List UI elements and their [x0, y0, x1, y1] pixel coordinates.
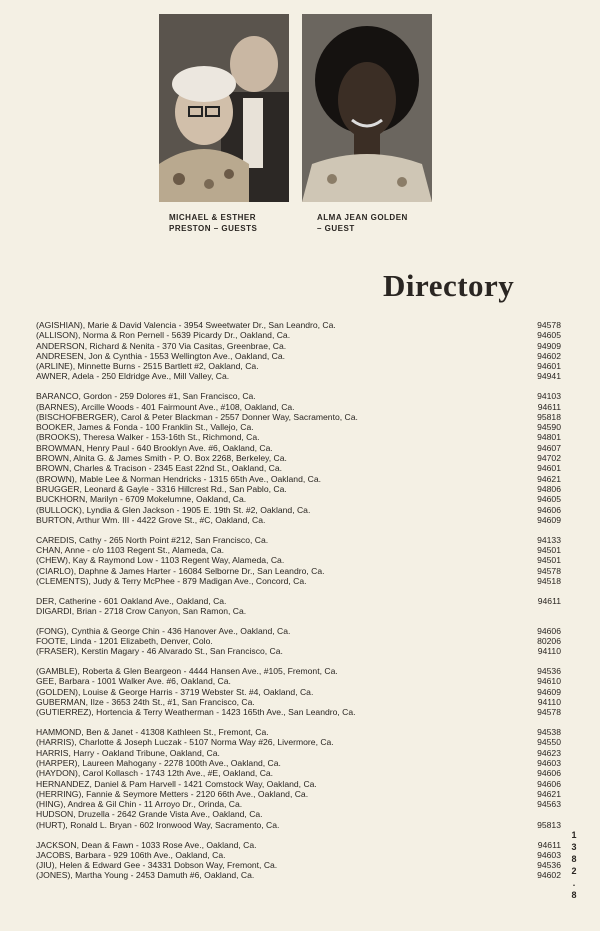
entry-name: (BROWN), Mable Lee & Norman Hendricks - 1315 65th Ave., Oakland, Ca.: [36, 473, 321, 484]
caption-line: MICHAEL & ESTHER: [169, 213, 256, 222]
entry-name: (GUTIERREZ), Hortencia & Terry Weatherman - 1423 165th Ave., San Leandro, Ca.: [36, 707, 356, 718]
directory-entry: [36, 737, 561, 747]
page-number-char: .: [572, 878, 576, 888]
directory-entry: [36, 626, 561, 636]
entry-name: HARRIS, Harry - Oakland Tribune, Oakland, Ca.: [36, 747, 220, 758]
entry-zip: 94607: [537, 442, 561, 453]
directory-entry: [36, 576, 561, 586]
entry-name: (ALLISON), Norma & Ron Pernell - 5639 Picardy Dr., Oakland, Ca.: [36, 330, 291, 341]
entry-zip: 94609: [537, 514, 561, 525]
entry-zip: 94536: [537, 860, 561, 871]
entry-zip: 94806: [537, 483, 561, 494]
directory-entry: [36, 840, 561, 850]
entry-zip: 94501: [537, 544, 561, 555]
entry-zip: 94606: [537, 625, 561, 636]
guest-photo-golden: [302, 14, 432, 202]
entry-name: BUCKHORN, Marilyn - 6709 Mokelumne, Oakland, Ca.: [36, 494, 247, 505]
photo-caption-golden: [317, 212, 467, 234]
directory-entry: [36, 860, 561, 870]
entry-name: (FRASER), Kerstin Magary - 46 Alvarado St., San Francisco, Ca.: [36, 646, 283, 657]
entry-name: (HURT), Ronald L. Bryan - 602 Ironwood Way, Sacramento, Ca.: [36, 819, 280, 830]
directory-entry: [36, 432, 561, 442]
directory-entry: [36, 768, 561, 778]
entry-zip: 94110: [537, 646, 561, 657]
directory-entry: [36, 463, 561, 473]
entry-name: HERNANDEZ, Daniel & Pam Harvell - 1421 Comstock Way, Oakland, Ca.: [36, 778, 317, 789]
page-number: [569, 829, 579, 901]
directory-entry: [36, 402, 561, 412]
directory-entry: [36, 799, 561, 809]
directory-entry: [36, 361, 561, 371]
directory-entry: [36, 443, 561, 453]
entry-zip: 94538: [537, 727, 561, 738]
directory-group: [36, 391, 561, 525]
entry-name: BOOKER, James & Fonda - 100 Franklin St., Vallejo, Ca.: [36, 422, 254, 433]
directory-entry: [36, 330, 561, 340]
directory-entry: [36, 566, 561, 576]
entry-zip: 94550: [537, 737, 561, 748]
page-number-char: 8: [571, 854, 577, 864]
entry-zip: 94563: [537, 799, 561, 810]
entry-name: JACKSON, Dean & Fawn - 1033 Rose Ave., Oakland, Ca.: [36, 839, 257, 850]
entry-name: DER, Catherine - 601 Oakland Ave., Oakland, Ca.: [36, 595, 227, 606]
directory-entry: [36, 666, 561, 676]
directory-entry: [36, 697, 561, 707]
directory-group: [36, 535, 561, 586]
directory-entry: [36, 809, 561, 819]
directory-entry: [36, 820, 561, 830]
directory-list: [36, 320, 561, 890]
entry-zip: 80206: [537, 636, 561, 647]
directory-entry: [36, 391, 561, 401]
entry-name: (BROOKS), Theresa Walker - 153-16th St., Richmond, Ca.: [36, 432, 260, 443]
directory-entry: [36, 515, 561, 525]
entry-name: (JONES), Martha Young - 2453 Damuth #6, Oakland, Ca.: [36, 870, 255, 881]
entry-name: (GAMBLE), Roberta & Glen Beargeon - 4444 Hansen Ave., #105, Fremont, Ca.: [36, 666, 338, 677]
entry-name: (HAYDON), Carol Kollasch - 1743 12th Ave., #E, Oakland, Ca.: [36, 768, 274, 779]
entry-name: BROWN, Charles & Tracison - 2345 East 22nd St., Oakland, Ca.: [36, 463, 282, 474]
entry-zip: 94606: [537, 504, 561, 515]
directory-entry: [36, 371, 561, 381]
entry-name: ANDERSON, Richard & Nenita - 370 Via Casitas, Greenbrae, Ca.: [36, 340, 287, 351]
entry-zip: 94578: [537, 320, 561, 330]
entry-zip: 94103: [537, 391, 561, 402]
directory-entry: [36, 320, 561, 330]
entry-zip: 94610: [537, 676, 561, 687]
entry-name: (BISCHOFBERGER), Carol & Peter Blackman - 2557 Donner Way, Sacramento, Ca.: [36, 411, 358, 422]
directory-group: [36, 320, 561, 382]
directory-entry: [36, 758, 561, 768]
entry-name: (HARPER), Laureen Mahogany - 2278 100th Ave., Oakland, Ca.: [36, 757, 281, 768]
entry-zip: 94605: [537, 330, 561, 341]
directory-entry: [36, 422, 561, 432]
entry-name: HAMMOND, Ben & Janet - 41308 Kathleen St., Fremont, Ca.: [36, 727, 269, 738]
entry-name: BROWMAN, Henry Paul - 640 Brooklyn Ave. #6, Oakland, Ca.: [36, 442, 273, 453]
entry-zip: 94623: [537, 747, 561, 758]
directory-entry: [36, 707, 561, 717]
entry-zip: 94605: [537, 494, 561, 505]
directory-group: [36, 666, 561, 717]
photo-caption-preston: [169, 212, 319, 234]
entry-name: BRUGGER, Leonard & Gayle - 3316 Hillcrest Rd., San Pablo, Ca.: [36, 483, 287, 494]
entry-name: DIGARDI, Brian - 2718 Crow Canyon, San Ramon, Ca.: [36, 605, 247, 616]
entry-zip: 95818: [537, 411, 561, 422]
entry-name: ANDRESEN, Jon & Cynthia - 1553 Wellington Ave., Oakland, Ca.: [36, 350, 286, 361]
directory-entry: [36, 474, 561, 484]
directory-entry: [36, 555, 561, 565]
entry-name: (ARLINE), Minnette Burns - 2515 Bartlett #2, Oakland, Ca.: [36, 361, 259, 372]
entry-zip: 94702: [537, 453, 561, 464]
directory-entry: [36, 687, 561, 697]
page-number-char: 1: [571, 830, 577, 840]
entry-zip: 94578: [537, 565, 561, 576]
entry-zip: 94621: [537, 473, 561, 484]
page-title: Directory: [383, 268, 515, 303]
directory-entry: [36, 596, 561, 606]
entry-name: (FONG), Cynthia & George Chin - 436 Hanover Ave., Oakland, Ca.: [36, 625, 291, 636]
entry-name: AWNER, Adela - 250 Eldridge Ave., Mill Valley, Ca.: [36, 371, 230, 382]
directory-entry: [36, 850, 561, 860]
entry-zip: 94518: [537, 575, 561, 586]
entry-zip: 94611: [537, 595, 561, 606]
directory-entry: [36, 748, 561, 758]
entry-zip: [527, 606, 561, 616]
entry-name: (BARNES), Arcille Woods - 401 Fairmount Ave., #108, Oakland, Ca.: [36, 401, 295, 412]
directory-entry: [36, 636, 561, 646]
directory-entry: [36, 646, 561, 656]
entry-name: BARANCO, Gordon - 259 Dolores #1, San Francisco, Ca.: [36, 391, 256, 402]
entry-zip: 94578: [537, 707, 561, 718]
entry-name: JACOBS, Barbara - 929 106th Ave., Oakland, Ca.: [36, 849, 226, 860]
directory-entry: [36, 494, 561, 504]
entry-zip: 94590: [537, 422, 561, 433]
entry-name: HUDSON, Druzella - 2642 Grande Vista Ave., Oakland, Ca.: [36, 809, 263, 820]
entry-zip: 94601: [537, 361, 561, 372]
entry-name: (CHEW), Kay & Raymond Low - 1103 Regent Way, Alameda, Ca.: [36, 555, 285, 566]
directory-entry: [36, 606, 561, 616]
entry-zip: 94602: [537, 350, 561, 361]
entry-zip: 94611: [537, 839, 561, 850]
entry-zip: 94609: [537, 686, 561, 697]
guest-photo-preston: [159, 14, 289, 202]
entry-zip: 94133: [537, 534, 561, 545]
entry-name: GUBERMAN, Ilze - 3653 24th St., #1, San Francisco, Ca.: [36, 697, 255, 707]
entry-zip: 94536: [537, 666, 561, 677]
caption-line: PRESTON – GUESTS: [169, 224, 258, 233]
entry-zip: 94611: [537, 401, 561, 412]
entry-name: (HING), Andrea & Gil Chin - 11 Arroyo Dr., Orinda, Ca.: [36, 799, 243, 810]
entry-name: BURTON, Arthur Wm. III - 4422 Grove St., #C, Oakland, Ca.: [36, 514, 266, 525]
portrait-couple-image: [159, 14, 289, 202]
directory-entry: [36, 779, 561, 789]
directory-entry: [36, 341, 561, 351]
directory-group: [36, 626, 561, 657]
entry-name: (HARRIS), Charlotte & Joseph Luczak - 5107 Norma Way #26, Livermore, Ca.: [36, 737, 334, 748]
directory-entry: [36, 545, 561, 555]
directory-entry: [36, 412, 561, 422]
directory-entry: [36, 535, 561, 545]
entry-zip: 94603: [537, 849, 561, 860]
directory-group: [36, 596, 561, 617]
entry-zip: 94909: [537, 340, 561, 351]
entry-name: CAREDIS, Cathy - 265 North Point #212, San Francisco, Ca.: [36, 534, 269, 545]
entry-name: FOOTE, Linda - 1201 Elizabeth, Denver, Colo.: [36, 636, 213, 647]
entry-name: (AGISHIAN), Marie & David Valencia - 3954 Sweetwater Dr., San Leandro, Ca.: [36, 320, 336, 330]
entry-name: (GOLDEN), Louise & George Harris - 3719 Webster St. #4, Oakland, Ca.: [36, 686, 314, 697]
page-number-char: 3: [571, 842, 577, 852]
entry-zip: 94606: [537, 768, 561, 779]
directory-entry: [36, 484, 561, 494]
portrait-woman-image: [302, 14, 432, 202]
entry-zip: 94501: [537, 555, 561, 566]
entry-zip: 94801: [537, 432, 561, 443]
directory-entry: [36, 676, 561, 686]
entry-name: (BULLOCK), Lyndia & Glen Jackson - 1905 E. 19th St. #2, Oakland, Ca.: [36, 504, 311, 515]
entry-zip: 94606: [537, 778, 561, 789]
entry-name: (CIARLO), Daphne & James Harter - 16084 Selborne Dr., San Leandro, Ca.: [36, 565, 325, 576]
entry-name: GEE, Barbara - 1001 Walker Ave. #6, Oakland, Ca.: [36, 676, 231, 687]
entry-zip: 94602: [537, 870, 561, 881]
entry-name: CHAN, Anne - c/o 1103 Regent St., Alameda, Ca.: [36, 544, 225, 555]
caption-line: – GUEST: [317, 224, 355, 233]
directory-entry: [36, 789, 561, 799]
entry-name: (JIU), Helen & Edward Gee - 34331 Dobson Way, Fremont, Ca.: [36, 860, 278, 871]
entry-zip: 94603: [537, 757, 561, 768]
entry-zip: 94621: [537, 788, 561, 799]
caption-line: ALMA JEAN GOLDEN: [317, 213, 408, 222]
entry-zip: 95813: [537, 819, 561, 830]
directory-entry: [36, 453, 561, 463]
directory-group: [36, 727, 561, 830]
entry-name: (CLEMENTS), Judy & Terry McPhee - 879 Madigan Ave., Concord, Ca.: [36, 575, 307, 586]
directory-entry: [36, 505, 561, 515]
directory-entry: [36, 870, 561, 880]
page-number-char: 8: [571, 890, 577, 900]
page-number-char: 2: [571, 866, 577, 876]
entry-zip: 94941: [537, 371, 561, 382]
entry-name: BROWN, Alnita G. & James Smith - P. O. Box 2268, Berkeley, Ca.: [36, 453, 287, 464]
entry-zip: [527, 809, 561, 819]
entry-zip: 94110: [537, 697, 561, 707]
entry-zip: 94601: [537, 463, 561, 474]
directory-entry: [36, 351, 561, 361]
directory-entry: [36, 727, 561, 737]
directory-group: [36, 840, 561, 881]
entry-name: (HERRING), Fannie & Seymore Metters - 2120 66th Ave., Oakland, Ca.: [36, 788, 309, 799]
